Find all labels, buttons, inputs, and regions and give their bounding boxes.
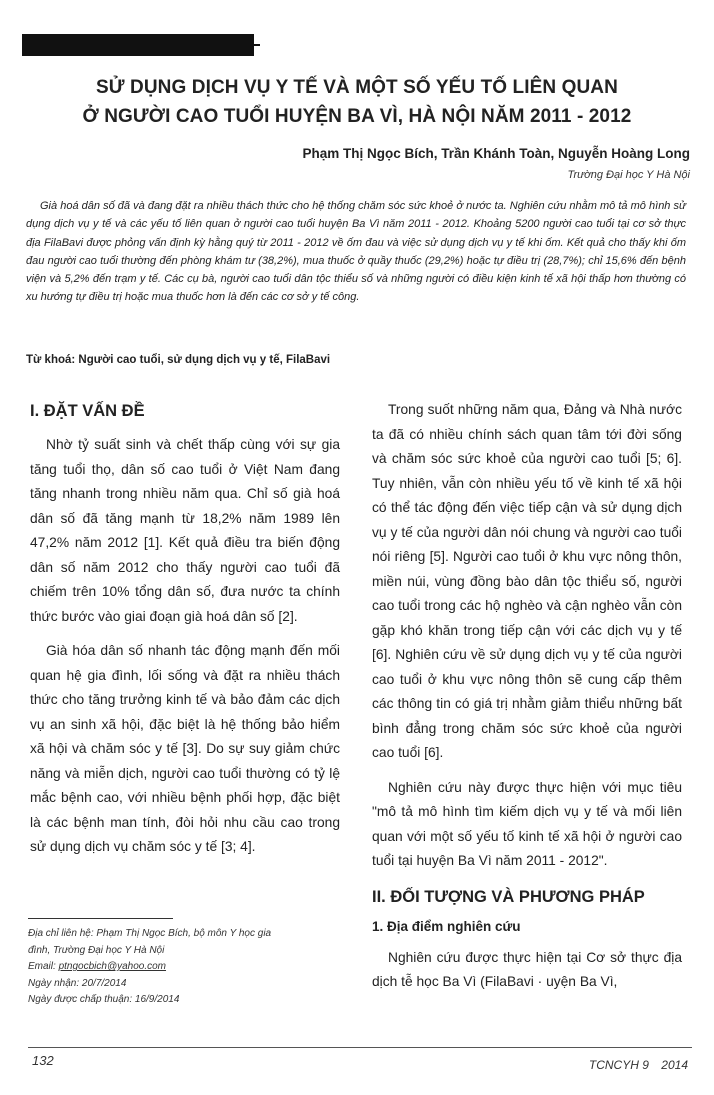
- email-label: Email:: [28, 961, 56, 972]
- paragraph: Nghiên cứu này được thực hiện với mục tiêu "mô tả mô hình tìm kiếm dịch vụ y tế và mối liên quan với một số yếu tố kinh tế xã hội ở người cao tuổi tại huyện Ba Vì năm 2011 - 2012".: [372, 779, 682, 868]
- footnote-accepted: Ngày được chấp thuận: 16/9/2014: [28, 994, 180, 1005]
- paragraph: Già hóa dân số nhanh tác động mạnh đến mối quan hệ gia đình, lối sống và đặt ra nhiều thách thức cho tăng trưởng kinh tế và bảo đảm các dịch vụ an sinh xã hội, đặc biệt là hệ thống bảo hiểm xã hội và chăm sóc y tế [3]. Do sự suy giảm chức năng và miễn dịch, người cao tuổi thường có tỷ lệ mắc bệnh cao, với nhiều bệnh phối hợp, đặc biệt là các bệnh man tính, đòi hỏi nhu cầu cao trong sử dụng dịch vụ chăm sóc y tế [3; 4].: [30, 643, 340, 854]
- paragraph: Trong suốt những năm qua, Đảng và Nhà nước ta đã có nhiều chính sách quan tâm tới đời sống và chăm sóc sức khoẻ của người cao tuổi [5; 6]. Tuy nhiên, vẫn còn nhiều yếu tố về kinh tế xã hội có thể tác động đến việc tiếp cận và sử dụng dịch vụ y tế của người dân nói chung và người cao tuổi nói riêng [5]. Người cao tuổi ở khu vực nông thôn, miền núi, vùng đồng bào dân tộc thiểu số, người cao tuổi trong các hộ nghèo và cận nghèo vẫn còn gặp khó khăn trong tiếp cận với các dịch vụ y tế [6]. Nghiên cứu về sử dụng dịch vụ y tế của người cao tuổi ở khu vực nông thôn sẽ cung cấp thêm các thông tin có giá trị nhằm giảm thiểu những bất bình đẳng trong chăm sóc sức khoẻ của người cao tuổi [6].: [372, 402, 682, 760]
- affiliation: Trường Đại học Y Hà Nội: [567, 169, 690, 181]
- paragraph: Nghiên cứu được thực hiện tại Cơ sở thực địa dịch tễ học Ba Vì (FilaBavi · uyện Ba Vì,: [372, 949, 682, 989]
- authors: Phạm Thị Ngọc Bích, Trần Khánh Toàn, Nguyễn Hoàng Long: [302, 146, 690, 161]
- footnote-email-line: [28, 959, 348, 976]
- paper-title: [20, 73, 694, 131]
- keywords: Từ khoá: Người cao tuổi, sử dụng dịch vụ y tế, FilaBavi: [26, 354, 331, 366]
- footnote: [28, 926, 348, 1009]
- journal-reference: TCNCYH 9 2014: [588, 1058, 688, 1072]
- left-column: [30, 398, 340, 870]
- section-heading-introduction: I. ĐẶT VẤN ĐỀ: [30, 402, 145, 420]
- right-column: [372, 398, 682, 1005]
- page-number: 132: [32, 1053, 54, 1068]
- footnote-contact-2: đình, Trường Đại học Y Hà Nội: [28, 944, 165, 956]
- redaction-tick: [254, 44, 260, 46]
- footnote-divider: [28, 918, 173, 919]
- footnote-received: Ngày nhận: 20/7/2014: [28, 977, 127, 989]
- title-line-2: Ở NGƯỜI CAO TUỔI HUYỆN BA VÌ, HÀ NỘI NĂM 2011 - 2012: [82, 106, 632, 127]
- redaction-bar: [22, 34, 254, 56]
- paragraph: Nhờ tỷ suất sinh và chết thấp cùng với sự gia tăng tuổi thọ, dân số cao tuổi ở Việt Nam đang tăng nhanh trong nhiều năm qua. Chỉ số già hoá dân số đã tăng mạnh từ 18,2% năm 1989 lên 47,2% năm 2012 [1]. Kết quả điều tra biến động dân số năm 2012 cho thấy người cao tuổi đã chiếm trên 10% tổng dân số, đưa nước ta chính thức bước vào giai đoạn già hoá dân số [2].: [30, 437, 340, 624]
- section-heading-methods: II. ĐỐI TƯỢNG VÀ PHƯƠNG PHÁP: [372, 887, 645, 906]
- title-line-1: SỬ DỤNG DỊCH VỤ Y TẾ VÀ MỘT SỐ YẾU TỐ LIÊN QUAN: [96, 77, 618, 98]
- page-footer-divider: [28, 1047, 692, 1048]
- abstract: Già hoá dân số đã và đang đặt ra nhiều thách thức cho hệ thống chăm sóc sức khoẻ ở nước ta. Nghiên cứu nhằm mô tả mô hình sử dụng dịch vụ y tế và các yếu tố liên quan ở người cao tuổi huyện Ba Vì năm 2011 - 2012. Khoảng 5200 người cao tuổi tại cơ sở thực địa FilaBavi được phỏng vấn định kỳ hằng quý từ 2011 - 2012 về ốm đau và việc sử dụng dịch vụ y tế khi ốm. Kết quả cho thấy khi ốm đau người cao tuổi thường đến phòng khám tư (38,2%), mua thuốc ở quầy thuốc (29,2%) hoặc tự điều trị (28,7%); chỉ 15,6% đến bệnh viện và 5,2% đến trạm y tế. Các cụ bà, người cao tuổi dân tộc thiểu số và những người có điều kiện kinh tế xã hội thấp hơn thường có xu hướng tự điều trị hoặc mua thuốc hơn là đến các cơ sở y tế công.: [26, 200, 686, 304]
- subsection-heading: 1. Địa điểm nghiên cứu: [372, 918, 521, 934]
- email-link[interactable]: ptngocbich@yahoo.com: [58, 961, 167, 972]
- footnote-contact: Địa chỉ liên hệ: Phạm Thị Ngọc Bích, bộ môn Y học gia: [28, 928, 272, 939]
